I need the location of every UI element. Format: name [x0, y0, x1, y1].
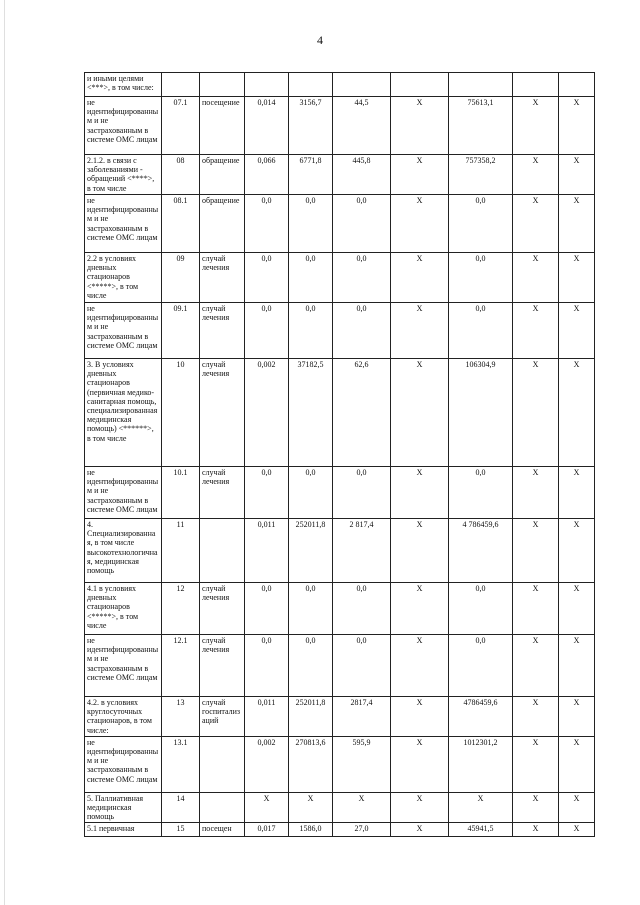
- cell-v5: 0,0: [449, 467, 513, 519]
- cell-v7: X: [559, 303, 595, 359]
- cell-v2: [289, 73, 333, 97]
- cell-v4: [391, 73, 449, 97]
- cell-v7: X: [559, 253, 595, 303]
- cell-code: 08: [162, 155, 200, 195]
- cell-v2: 252011,8: [289, 519, 333, 583]
- cell-unit: [200, 519, 245, 583]
- cell-v7: X: [559, 519, 595, 583]
- table-row: [85, 823, 595, 837]
- cell-v2: 3156,7: [289, 97, 333, 155]
- cell-v3: 0,0: [333, 583, 391, 635]
- cell-v1: 0,0: [245, 195, 289, 253]
- cell-name: 4.1 в условиях дневных стационаров <*****>, в том числе: [85, 583, 162, 635]
- cell-v6: X: [513, 195, 559, 253]
- cell-v5: [449, 73, 513, 97]
- cell-unit: случай госпитализаций: [200, 697, 245, 737]
- cell-name: не идентифицированным и не застрахованным в системе ОМС лицам: [85, 195, 162, 253]
- cell-v6: X: [513, 155, 559, 195]
- financing-table: [84, 72, 595, 837]
- cell-name: 4.2. в условиях круглосуточных стационаров, в том числе:: [85, 697, 162, 737]
- cell-v3: 27,0: [333, 823, 391, 837]
- cell-v3: X: [333, 792, 391, 823]
- cell-code: 12: [162, 583, 200, 635]
- cell-code: 07.1: [162, 97, 200, 155]
- cell-v6: X: [513, 697, 559, 737]
- cell-unit: случай лечения: [200, 635, 245, 697]
- cell-v7: X: [559, 155, 595, 195]
- table-row: [85, 736, 595, 792]
- cell-unit: посещение: [200, 97, 245, 155]
- cell-v5: 0,0: [449, 583, 513, 635]
- cell-code: 13.1: [162, 736, 200, 792]
- cell-code: 08.1: [162, 195, 200, 253]
- cell-v7: X: [559, 195, 595, 253]
- table-row: [85, 73, 595, 97]
- cell-v1: 0,0: [245, 303, 289, 359]
- cell-v6: X: [513, 97, 559, 155]
- cell-v5: 1012301,2: [449, 736, 513, 792]
- cell-v2: 1586,0: [289, 823, 333, 837]
- cell-code: 10.1: [162, 467, 200, 519]
- table-row: [85, 635, 595, 697]
- cell-code: 09: [162, 253, 200, 303]
- cell-v3: 0,0: [333, 303, 391, 359]
- cell-v5: 0,0: [449, 635, 513, 697]
- cell-v4: X: [391, 303, 449, 359]
- cell-v1: 0,0: [245, 583, 289, 635]
- cell-code: [162, 73, 200, 97]
- cell-v3: 62,6: [333, 359, 391, 467]
- cell-name: 2.1.2. в связи с заболеваниями - обращений <****>, в том числе: [85, 155, 162, 195]
- cell-unit: случай лечения: [200, 303, 245, 359]
- cell-v5: 106304,9: [449, 359, 513, 467]
- cell-v3: 0,0: [333, 195, 391, 253]
- cell-code: 10: [162, 359, 200, 467]
- cell-v5: 45941,5: [449, 823, 513, 837]
- cell-v6: X: [513, 359, 559, 467]
- cell-v6: X: [513, 519, 559, 583]
- cell-name: 4. Специализированная, в том числе высокотехнологичная, медицинская помощь: [85, 519, 162, 583]
- cell-v1: 0,011: [245, 519, 289, 583]
- cell-code: 15: [162, 823, 200, 837]
- cell-v3: 595,9: [333, 736, 391, 792]
- cell-v6: X: [513, 823, 559, 837]
- cell-v4: X: [391, 583, 449, 635]
- table-row: [85, 697, 595, 737]
- cell-name: не идентифицированным и не застрахованным в системе ОМС лицам: [85, 736, 162, 792]
- table-row: [85, 253, 595, 303]
- cell-v5: 0,0: [449, 303, 513, 359]
- cell-v7: X: [559, 583, 595, 635]
- cell-v5: 0,0: [449, 253, 513, 303]
- table-row: [85, 519, 595, 583]
- cell-v3: 0,0: [333, 467, 391, 519]
- cell-v1: [245, 73, 289, 97]
- cell-v4: X: [391, 195, 449, 253]
- cell-name: не идентифицированным и не застрахованным в системе ОМС лицам: [85, 467, 162, 519]
- cell-name: не идентифицированным и не застрахованным в системе ОМС лицам: [85, 635, 162, 697]
- cell-v7: X: [559, 359, 595, 467]
- cell-name: 5. Паллиативная медицинская помощь: [85, 792, 162, 823]
- cell-v1: 0,011: [245, 697, 289, 737]
- cell-v6: X: [513, 736, 559, 792]
- cell-v4: X: [391, 155, 449, 195]
- table-row: [85, 467, 595, 519]
- cell-v4: X: [391, 736, 449, 792]
- cell-code: 14: [162, 792, 200, 823]
- cell-v3: 44,5: [333, 97, 391, 155]
- cell-v3: 0,0: [333, 635, 391, 697]
- cell-v7: X: [559, 736, 595, 792]
- cell-v7: X: [559, 635, 595, 697]
- table-row: [85, 155, 595, 195]
- cell-unit: [200, 736, 245, 792]
- cell-v2: 0,0: [289, 253, 333, 303]
- cell-v1: 0,0: [245, 467, 289, 519]
- cell-name: 5.1 первичная: [85, 823, 162, 837]
- page-number: 4: [317, 33, 323, 47]
- cell-v2: 0,0: [289, 635, 333, 697]
- cell-v1: 0,0: [245, 253, 289, 303]
- cell-name: не идентифицированным и не застрахованным в системе ОМС лицам: [85, 97, 162, 155]
- cell-v5: 4786459,6: [449, 697, 513, 737]
- cell-v2: 270813,6: [289, 736, 333, 792]
- cell-name: и иными целями <***>, в том числе:: [85, 73, 162, 97]
- cell-name: 2.2 в условиях дневных стационаров <*****>, в том числе: [85, 253, 162, 303]
- table-row: [85, 583, 595, 635]
- cell-v2: 0,0: [289, 583, 333, 635]
- cell-unit: случай лечения: [200, 583, 245, 635]
- cell-v6: X: [513, 583, 559, 635]
- cell-v3: [333, 73, 391, 97]
- cell-v2: 37182,5: [289, 359, 333, 467]
- cell-v7: X: [559, 697, 595, 737]
- cell-v7: [559, 73, 595, 97]
- cell-v7: X: [559, 467, 595, 519]
- cell-v2: 0,0: [289, 467, 333, 519]
- cell-v1: 0,002: [245, 736, 289, 792]
- cell-v2: X: [289, 792, 333, 823]
- cell-v6: X: [513, 792, 559, 823]
- cell-v6: X: [513, 303, 559, 359]
- cell-v6: [513, 73, 559, 97]
- cell-v1: 0,0: [245, 635, 289, 697]
- cell-v1: X: [245, 792, 289, 823]
- cell-v1: 0,014: [245, 97, 289, 155]
- cell-v7: X: [559, 792, 595, 823]
- cell-v4: X: [391, 97, 449, 155]
- cell-v6: X: [513, 635, 559, 697]
- cell-code: 09.1: [162, 303, 200, 359]
- cell-v2: 0,0: [289, 195, 333, 253]
- cell-name: не идентифицированным и не застрахованным в системе ОМС лицам: [85, 303, 162, 359]
- cell-v1: 0,017: [245, 823, 289, 837]
- cell-v3: 445,8: [333, 155, 391, 195]
- cell-v7: X: [559, 97, 595, 155]
- cell-name: 3. В условиях дневных стационаров (первичная медико-санитарная помощь, специализированная медицинская помощь) <******>, в том числе: [85, 359, 162, 467]
- cell-v4: X: [391, 519, 449, 583]
- cell-code: 11: [162, 519, 200, 583]
- cell-v4: X: [391, 823, 449, 837]
- cell-v5: 75613,1: [449, 97, 513, 155]
- cell-v4: X: [391, 697, 449, 737]
- cell-unit: [200, 73, 245, 97]
- cell-v2: 6771,8: [289, 155, 333, 195]
- cell-unit: обращение: [200, 195, 245, 253]
- cell-v3: 2817,4: [333, 697, 391, 737]
- cell-v2: 252011,8: [289, 697, 333, 737]
- cell-v6: X: [513, 253, 559, 303]
- table-row: [85, 792, 595, 823]
- cell-code: 12.1: [162, 635, 200, 697]
- cell-v4: X: [391, 253, 449, 303]
- cell-v4: X: [391, 359, 449, 467]
- cell-v3: 0,0: [333, 253, 391, 303]
- cell-code: 13: [162, 697, 200, 737]
- cell-v5: 757358,2: [449, 155, 513, 195]
- cell-v5: 4 786459,6: [449, 519, 513, 583]
- cell-v6: X: [513, 467, 559, 519]
- cell-unit: посещен: [200, 823, 245, 837]
- cell-unit: случай лечения: [200, 359, 245, 467]
- cell-v1: 0,066: [245, 155, 289, 195]
- scan-edge-line: [4, 0, 5, 905]
- cell-v2: 0,0: [289, 303, 333, 359]
- cell-v5: 0,0: [449, 195, 513, 253]
- cell-unit: обращение: [200, 155, 245, 195]
- table-row: [85, 303, 595, 359]
- table-row: [85, 359, 595, 467]
- cell-v1: 0,002: [245, 359, 289, 467]
- cell-unit: случай лечения: [200, 253, 245, 303]
- table-row: [85, 97, 595, 155]
- cell-v4: X: [391, 792, 449, 823]
- cell-v5: X: [449, 792, 513, 823]
- cell-v4: X: [391, 467, 449, 519]
- cell-unit: [200, 792, 245, 823]
- cell-v3: 2 817,4: [333, 519, 391, 583]
- cell-unit: случай лечения: [200, 467, 245, 519]
- cell-v7: X: [559, 823, 595, 837]
- cell-v4: X: [391, 635, 449, 697]
- table-row: [85, 195, 595, 253]
